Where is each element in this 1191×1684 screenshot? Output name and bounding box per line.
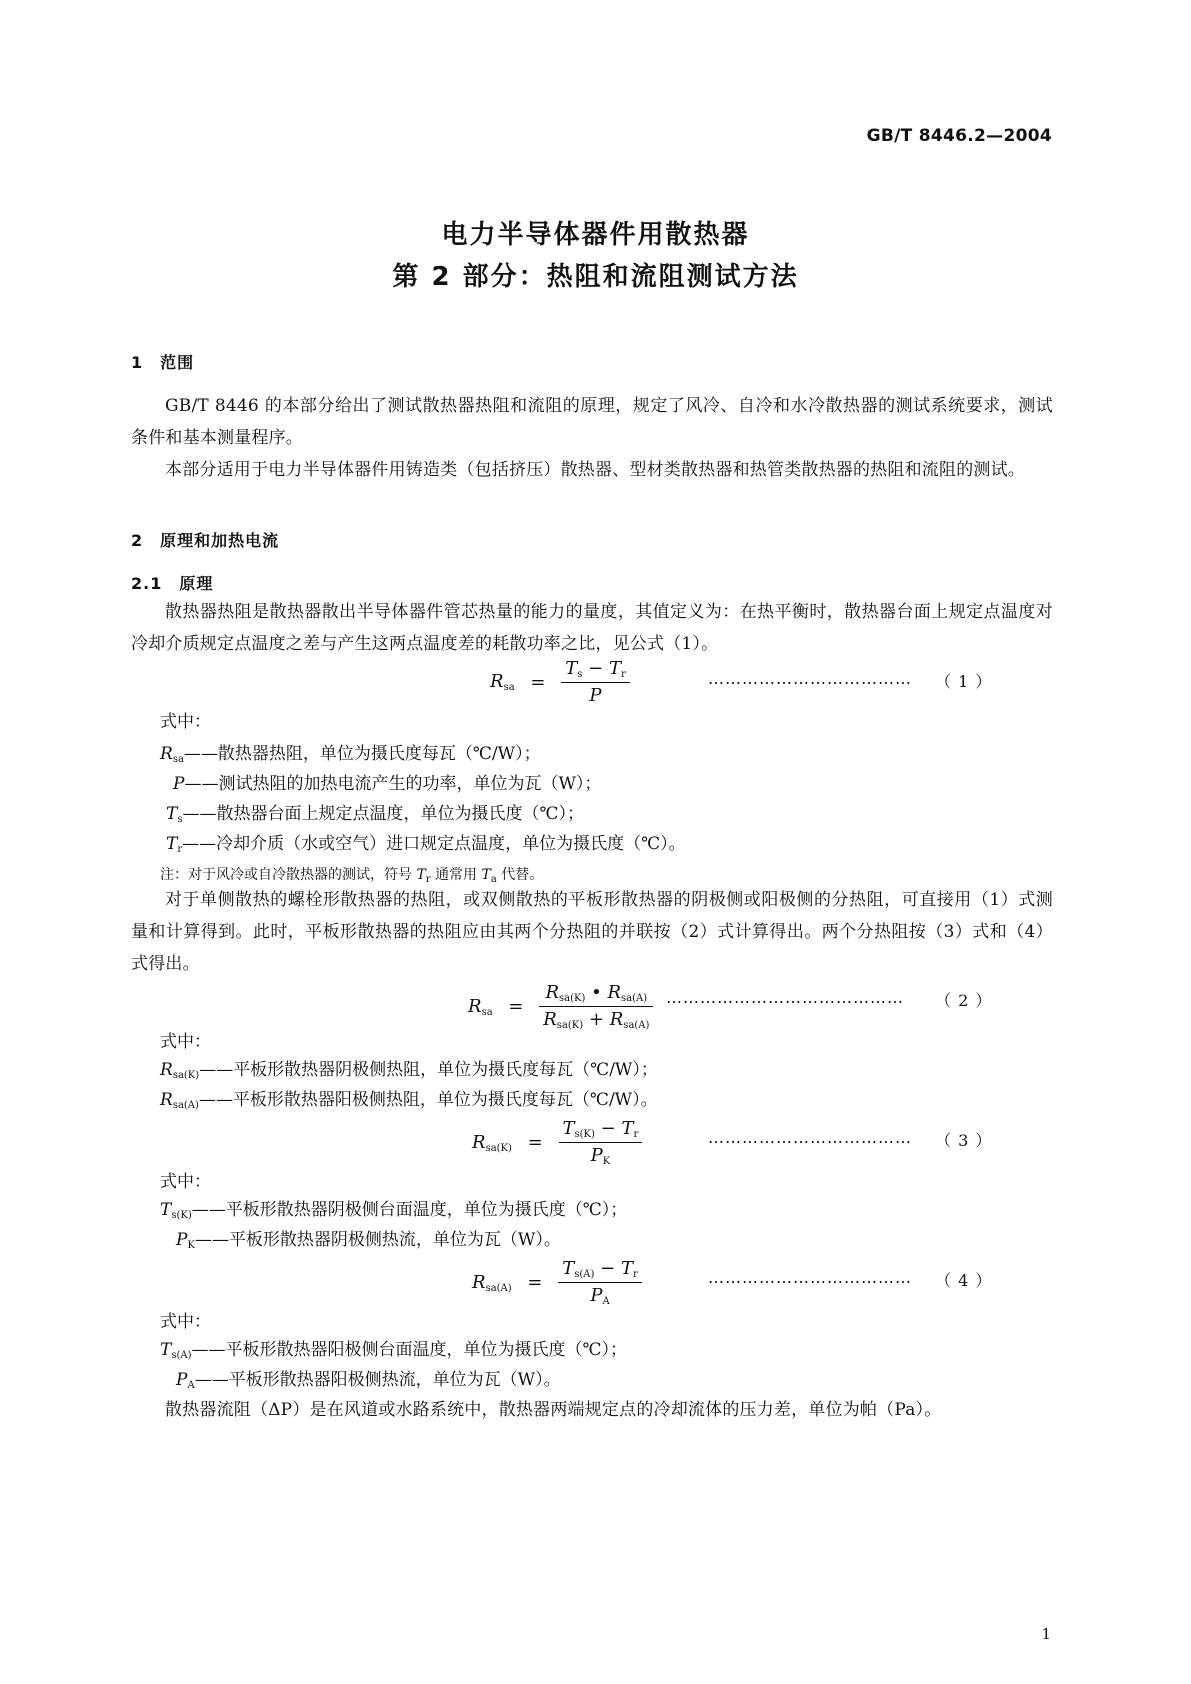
formula-4-leader: ……………………………… [708,1268,912,1287]
section-1-heading: 1 范围 [131,353,195,372]
formula-3: $R_{sa(K)}$ = $\frac{T_{s(K)} - T_r}{P_K}$ [472,1118,642,1167]
def-p: P——测试热阻的加热电流产生的功率，单位为瓦（W）； [173,774,602,794]
formula-2-leader: …………………………………… [666,988,904,1007]
where-label-3: 式中： [160,1172,211,1192]
def-tsa: $T_{s(A)}——$平板形散热器阳极侧台面温度，单位为摄氏度（℃）； [160,1340,628,1361]
title-line-2: 第 2 部分：热阻和流阻测试方法 [392,262,799,292]
def-tsk: $T_{s(K)}——$平板形散热器阴极侧台面温度，单位为摄氏度（℃）； [160,1200,628,1221]
formula-2-number: （ 2 ） [935,991,993,1010]
section-2-heading: 2 原理和加热电流 [131,531,280,550]
def-pk: $P_K——$平板形散热器阴极侧热流，单位为瓦（W）。 [176,1230,561,1251]
formula-1-number: （ 1 ） [935,672,993,691]
page-number: 1 [1041,1625,1051,1643]
formula-2-fraction: $\frac{R_{sa(K)} • R_{sa(A)}}{R_{sa(K)} + R_{sa(A)}}$ [539,982,653,1031]
formula-4-number: （ 4 ） [935,1271,993,1290]
def-rsaa: $R_{sa(A)}——$平板形散热器阳极侧热阻，单位为摄氏度每瓦（℃/W）。 [160,1090,658,1111]
section-1-paragraph-2: 本部分适用于电力半导体器件用铸造类（包括挤压）散热器、型材类散热器和热管类散热器的热阻和流阻的测试。 [165,460,1025,480]
def-rsak: $R_{sa(K)}——$平板形散热器阴极侧热阻，单位为摄氏度每瓦（℃/W）； [160,1060,658,1081]
formula-4: $R_{sa(A)}$ = $\frac{T_{s(A)} - T_r}{P_A}$ [472,1258,642,1307]
formula-3-fraction: $\frac{T_{s(K)} - T_r}{P_K}$ [559,1118,643,1167]
def-pa: $P_A——$平板形散热器阳极侧热流，单位为瓦（W）。 [176,1370,561,1391]
where-label-2: 式中： [160,1032,211,1052]
standard-number: GB/T 8446.2—2004 [866,126,1052,146]
equals-sign: = [530,671,546,693]
formula-2: $R_{sa}$ = $\frac{R_{sa(K)} • R_{sa(A)}}{R_{sa(K)} + R_{sa(A)}}$ [468,982,653,1031]
flow-resistance-paragraph: 散热器流阻（ΔP）是在风道或水路系统中，散热器两端规定点的冷却流体的压力差，单位为帕（Pa）。 [165,1400,942,1420]
symbol-r: R [490,671,504,692]
where-label-1: 式中： [160,712,211,732]
def-rsa: $R_{sa}——$散热器热阻，单位为摄氏度每瓦（℃/W）； [160,744,541,765]
formula-1-leader: ……………………………… [708,669,912,688]
section-2-1-heading: 2.1 原理 [131,574,214,593]
formula-4-fraction: $\frac{T_{s(A)} - T_r}{P_A}$ [558,1258,642,1307]
principle-paragraph: 散热器热阻是散热器散出半导体器件管芯热量的能力的量度，其值定义为：在热平衡时，散热器台面上规定点温度对冷却介质规定点温度之差与产生这两点温度差的耗散功率之比，见公式（1）。 [131,602,1053,654]
title-line-1: 电力半导体器件用散热器 [441,220,750,250]
formula-3-number: （ 3 ） [935,1131,993,1150]
def-ts: $T_s——$散热器台面上规定点温度，单位为摄氏度（℃）； [166,804,585,825]
formula-1-fraction: $\frac{T_s - T_r}{P}$ [561,658,630,706]
note-line: 注：对于风冷或自冷散热器的测试，符号 $T_r$ 通常用 $T_a$ 代替。 [160,867,544,885]
formula-3-leader: ……………………………… [708,1128,912,1147]
where-label-4: 式中： [160,1312,211,1332]
def-tr: $T_r——$冷却介质（水或空气）进口规定点温度，单位为摄氏度（℃）。 [166,834,686,855]
section-1-paragraph-1: GB/T 8446 的本部分给出了测试散热器热阻和流阻的原理，规定了风冷、自冷和水冷散热器的测试系统要求，测试条件和基本测量程序。 [131,396,1053,448]
split-resistance-paragraph: 对于单侧散热的螺栓形散热器的热阻，或双侧散热的平板形散热器的阴极侧或阳极侧的分热阻，可直接用（1）式测量和计算得到。此时，平板形散热器的热阻应由其两个分热阻的并联按（2）式计算得出。两个分热阻按（3）式和（4）式得出。 [131,890,1053,974]
formula-1: $R_{sa}$ = $\frac{T_s - T_r}{P}$ [490,658,630,706]
